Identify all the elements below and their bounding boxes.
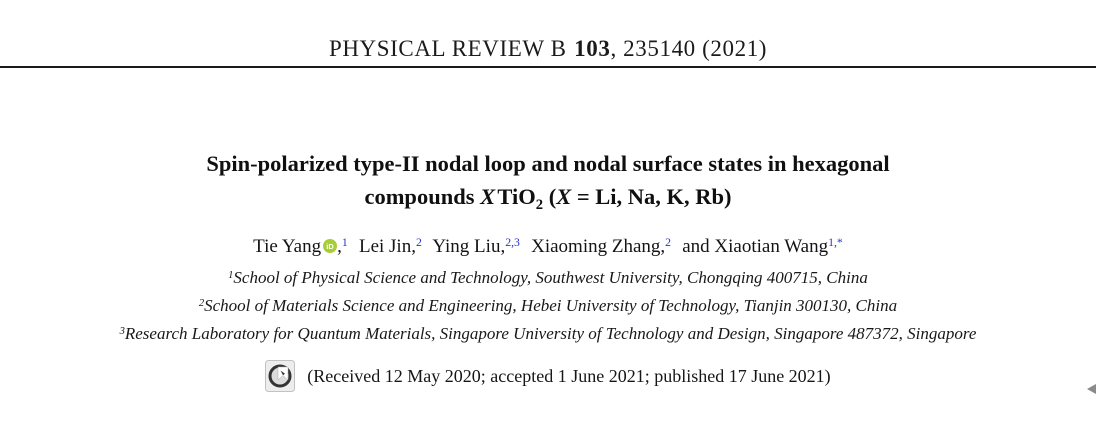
author-list [0, 236, 1096, 258]
author-separator: , [660, 236, 666, 257]
affiliation-sup: 2 [198, 298, 205, 310]
affiliation [0, 265, 1096, 293]
author-separator: , [500, 236, 506, 257]
author [682, 236, 843, 257]
journal-header [0, 36, 1096, 62]
header-rule [0, 66, 1096, 68]
author-affiliation-link[interactable]: 1,* [828, 236, 843, 250]
author-separator: , [337, 236, 342, 257]
title-variable-x: X [480, 184, 496, 209]
title-line-1: Spin-polarized type-II nodal loop and nodal surface states in hexagonal [206, 151, 890, 176]
author-separator: , [411, 236, 416, 257]
author-name: Xiaoming Zhang [531, 236, 661, 257]
title-formula-subscript: 2 [535, 196, 544, 213]
affiliation-sup: 3 [119, 326, 125, 338]
title-segment: ( [543, 184, 557, 209]
history-text: (Received 12 May 2020; accepted 1 June 2021; published 17 June 2021) [307, 365, 831, 386]
svg-text:iD: iD [326, 241, 334, 251]
journal-name: PHYSICAL REVIEW B [328, 36, 567, 61]
author-name: and Xiaotian Wang [682, 236, 829, 257]
author [432, 236, 520, 257]
author-affiliation-link[interactable]: 2,3 [505, 236, 520, 250]
title-segment: compounds [364, 184, 481, 209]
affiliation [0, 321, 1096, 349]
journal-volume: 103 [574, 36, 611, 61]
paper-title [0, 147, 1096, 217]
affiliation-text: School of Materials Science and Engineering, Hebei University of Technology, Tianjin 300130, China [204, 296, 898, 315]
title-line-2 [0, 180, 1096, 217]
author [531, 236, 671, 257]
affiliation-text: School of Physical Science and Technology, Southwest University, Chongqing 400715, China [233, 268, 868, 287]
author-name: Ying Liu [432, 236, 501, 257]
author [359, 236, 422, 257]
crossmark-icon[interactable] [265, 360, 295, 392]
cursor-arrow-icon [1087, 384, 1096, 394]
title-variable-x: X [556, 184, 572, 209]
journal-issue-info: , 235140 (2021) [610, 36, 768, 61]
affiliation-sup: 1 [228, 270, 234, 282]
author [253, 236, 348, 257]
author-affiliation-link[interactable]: 2 [415, 236, 422, 250]
author-affiliation-link[interactable]: 2 [665, 236, 672, 250]
author-affiliation-link[interactable]: 1 [341, 236, 348, 250]
title-formula: TiO [497, 184, 536, 209]
affiliation [0, 293, 1096, 321]
affiliation-list [0, 265, 1096, 349]
author-name: Lei Jin [358, 236, 412, 257]
orcid-icon[interactable] [323, 239, 337, 253]
history-row [0, 360, 1096, 392]
affiliation-text: Research Laboratory for Quantum Materials, Singapore University of Technology and Design, Singapore 487372, Singapore [124, 324, 977, 343]
author-name: Tie Yang [253, 236, 322, 257]
title-segment: = Li, Na, K, Rb) [571, 184, 732, 209]
